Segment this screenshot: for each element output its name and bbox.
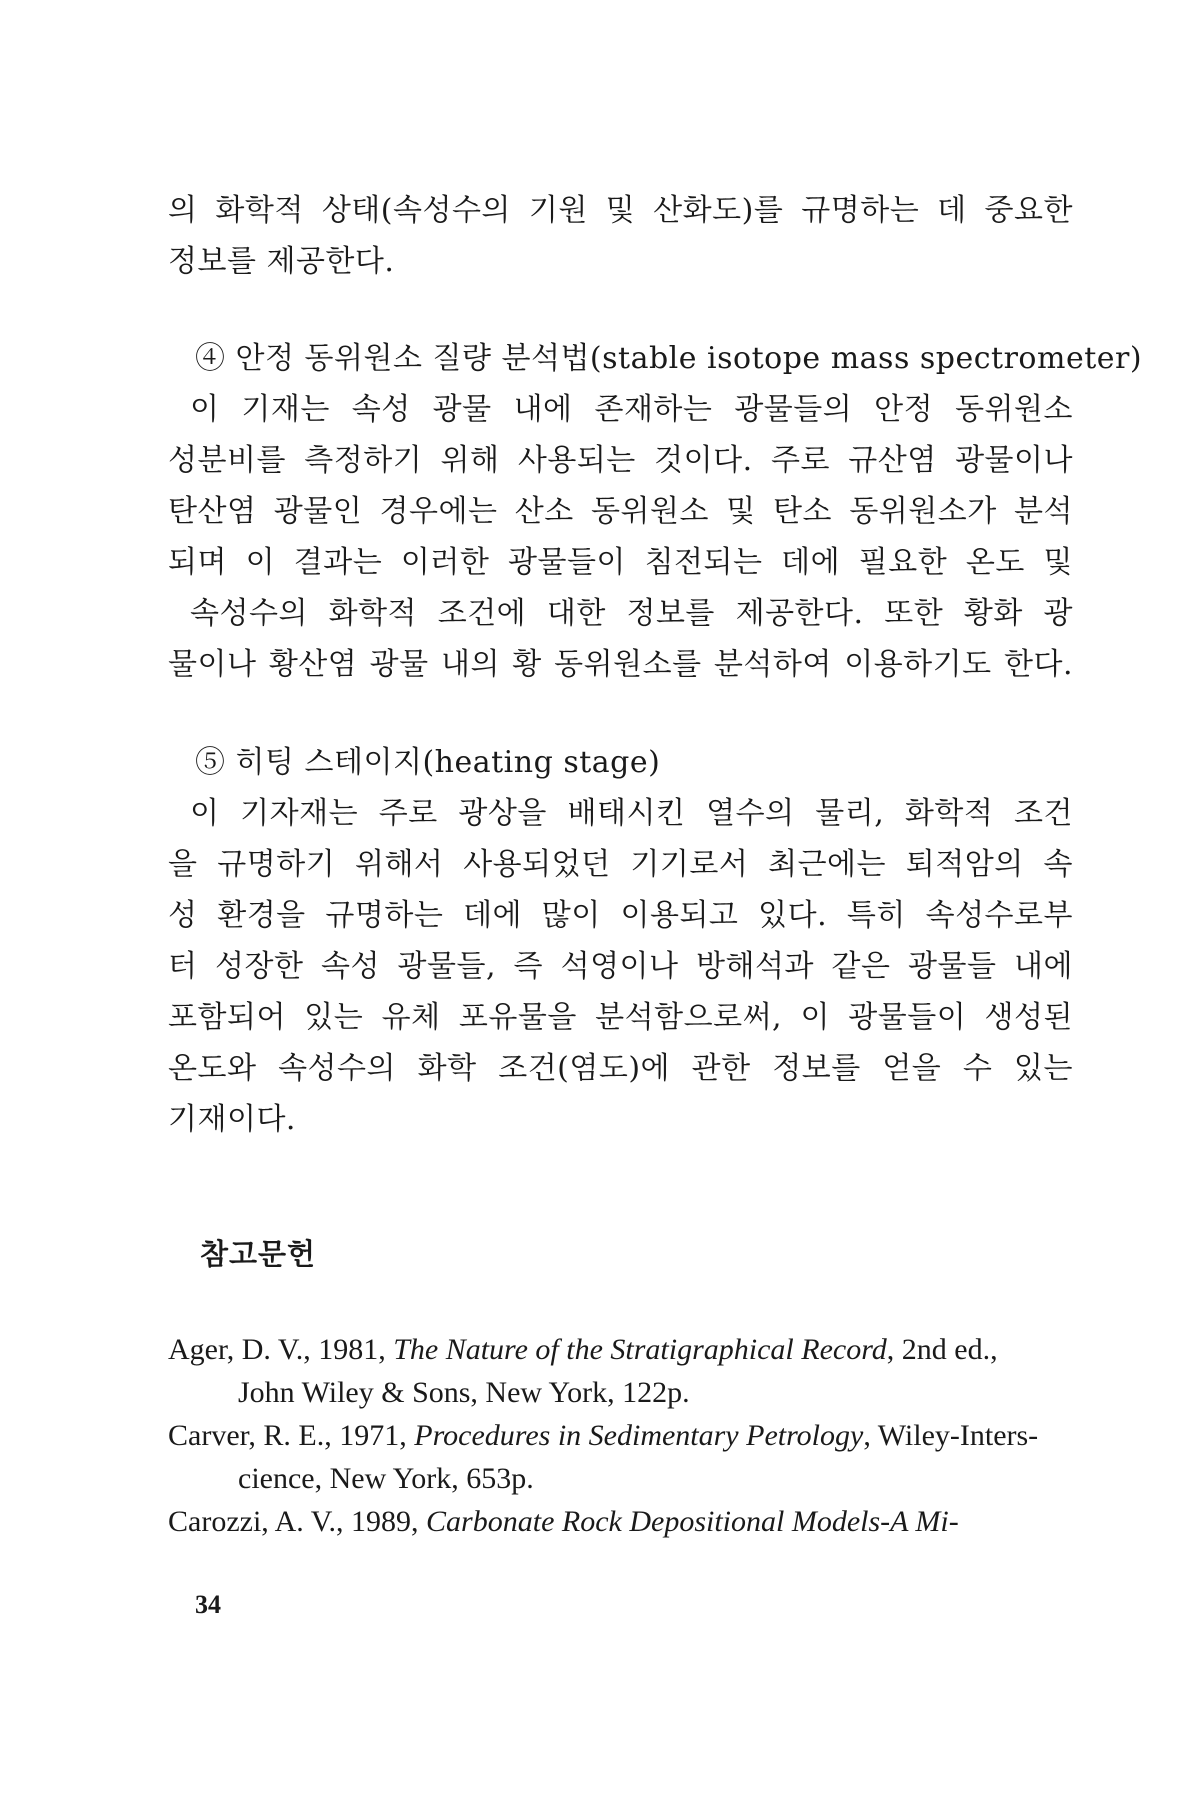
text-line: 성 환경을 규명하는 데에 많이 이용되고 있다. 특히 속성수로부 bbox=[168, 898, 1073, 933]
text-line: 되며 이 결과는 이러한 광물들이 침전되는 데에 필요한 온도 및 bbox=[168, 545, 1073, 580]
text-line: 터 성장한 속성 광물들, 즉 석영이나 방해석과 같은 광물들 내에 bbox=[168, 949, 1073, 984]
reference-details: , Wiley-Inters- bbox=[863, 1419, 1039, 1452]
reference-entry bbox=[168, 1500, 1073, 1543]
references-title: 참고문헌 bbox=[200, 1237, 317, 1271]
reference-title: Carbonate Rock Depositional Models-A Mi- bbox=[426, 1505, 959, 1538]
text-line: 물이나 황산염 광물 내의 황 동위원소를 분석하여 이용하기도 한다. bbox=[168, 647, 1073, 682]
reference-author: Ager, D. V., 1981, bbox=[168, 1333, 394, 1366]
section-4-heading: ④ 안정 동위원소 질량 분석법(stable isotope mass spectrometer) bbox=[195, 341, 1143, 376]
text-line: 탄산염 광물인 경우에는 산소 동위원소 및 탄소 동위원소가 분석 bbox=[168, 494, 1073, 529]
references-list bbox=[168, 1328, 1073, 1543]
reference-entry bbox=[168, 1414, 1073, 1457]
text-line: 을 규명하기 위해서 사용되었던 기기로서 최근에는 퇴적암의 속 bbox=[168, 847, 1073, 882]
page-number: 34 bbox=[195, 1590, 221, 1619]
reference-author: Carozzi, A. V., 1989, bbox=[168, 1505, 427, 1538]
section-5-heading: ⑤ 히팅 스테이지(heating stage) bbox=[195, 745, 661, 780]
text-line: 속성수의 화학적 조건에 대한 정보를 제공한다. 또한 황화 광 bbox=[190, 596, 1073, 631]
reference-author: Carver, R. E., 1971, bbox=[168, 1419, 415, 1452]
reference-title: The Nature of the Stratigraphical Record bbox=[393, 1333, 887, 1366]
text-line: 이 기자재는 주로 광상을 배태시킨 열수의 물리, 화학적 조건 bbox=[190, 796, 1073, 831]
reference-continuation: cience, New York, 653p. bbox=[238, 1462, 534, 1495]
text-line: 의 화학적 상태(속성수의 기원 및 산화도)를 규명하는 데 중요한 bbox=[168, 193, 1073, 228]
section-5-paragraph bbox=[168, 788, 1073, 1145]
reference-details: , 2nd ed., bbox=[886, 1333, 998, 1366]
reference-title: Procedures in Sedimentary Petrology bbox=[414, 1419, 864, 1452]
reference-entry bbox=[168, 1328, 1073, 1371]
text-line: 이 기재는 속성 광물 내에 존재하는 광물들의 안정 동위원소 bbox=[190, 392, 1073, 427]
text-line: 정보를 제공한다. bbox=[168, 244, 395, 279]
text-line: 기재이다. bbox=[168, 1102, 296, 1137]
text-line: 온도와 속성수의 화학 조건(염도)에 관한 정보를 얻을 수 있는 bbox=[168, 1051, 1073, 1086]
text-line: 포함되어 있는 유체 포유물을 분석함으로써, 이 광물들이 생성된 bbox=[168, 1000, 1073, 1035]
text-line: 성분비를 측정하기 위해 사용되는 것이다. 주로 규산염 광물이나 bbox=[168, 443, 1073, 478]
reference-continuation: John Wiley & Sons, New York, 122p. bbox=[238, 1376, 690, 1409]
intro-paragraph bbox=[168, 185, 1073, 287]
section-4-paragraph bbox=[168, 384, 1073, 690]
